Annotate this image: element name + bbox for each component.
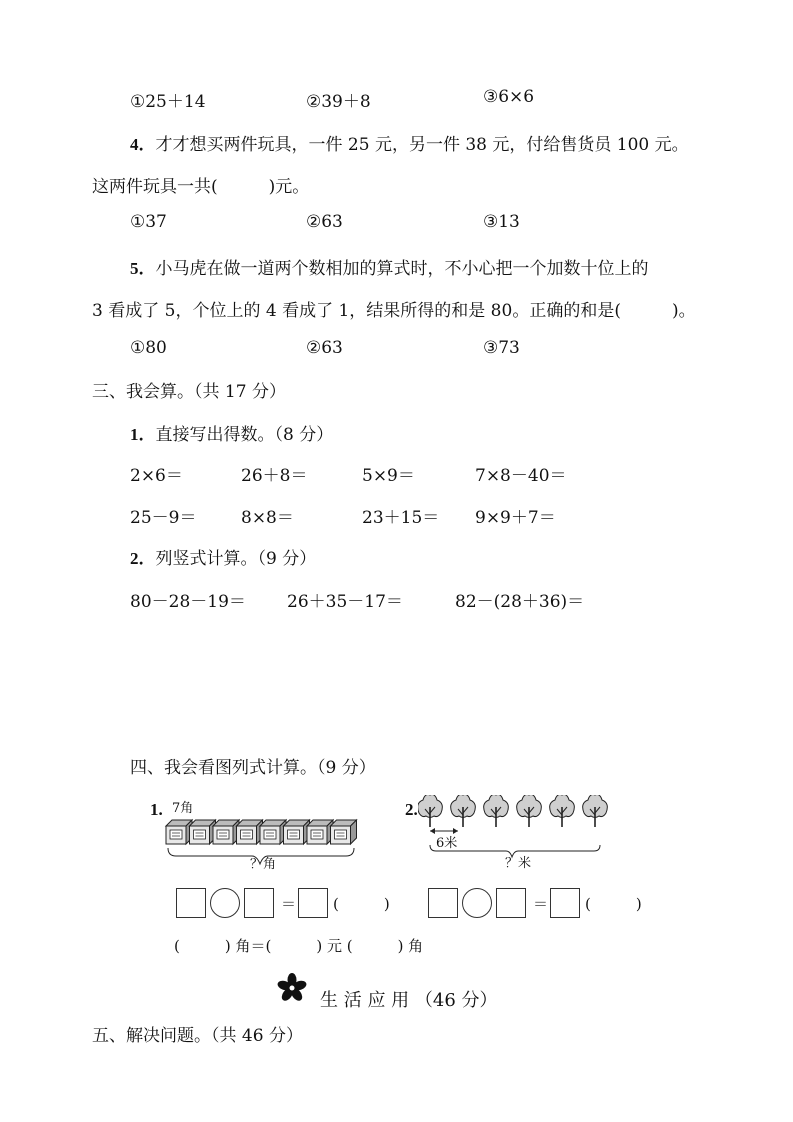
picture2-number: 2. [405, 800, 418, 819]
calc-r2-c4: 9×9＋7＝ [475, 508, 556, 528]
wallet-icon [284, 820, 310, 844]
calc-r1-c1: 2×6＝ [130, 466, 183, 486]
q4-line2: 这两件玩具一共( )元。 [92, 177, 310, 197]
q5-option-3: ③73 [483, 338, 520, 358]
q5-number: 5 [130, 259, 139, 278]
q4-number: 4 [130, 135, 139, 154]
sub2-text: 列竖式计算。（9 分） [155, 549, 317, 569]
operator-circle[interactable] [210, 888, 240, 918]
picture1-bottom-label: ？角 [250, 857, 277, 872]
wallet-icon [237, 820, 263, 844]
calc-r2-c3: 23＋15＝ [362, 508, 440, 528]
calc-r1-c3: 5×9＝ [362, 466, 415, 486]
calc-r1-c4: 7×8－40＝ [475, 466, 567, 486]
vertical-calc-1: 80－28－19＝ [130, 592, 246, 612]
answer-box[interactable] [176, 888, 206, 918]
operator-circle[interactable] [462, 888, 492, 918]
tree-icon [517, 795, 542, 827]
calc-r2-c1: 25－9＝ [130, 508, 197, 528]
wallet-icon [307, 820, 333, 844]
vertical-calc-3: 82－(28＋36)＝ [455, 592, 585, 612]
q3-option-2: ②39＋8 [306, 92, 371, 112]
picture2-gap-label: 6米 [436, 836, 458, 851]
answer-box[interactable] [496, 888, 526, 918]
section3-sub1: 1．直接写出得数。（8 分） [130, 425, 334, 445]
q4-option-2: ②63 [306, 212, 343, 232]
wallet-icon [331, 820, 357, 844]
q4-option-3: ③13 [483, 212, 520, 232]
wallet-icon [166, 820, 192, 844]
sub1-text: 直接写出得数。（8 分） [155, 425, 334, 445]
answer-box[interactable] [550, 888, 580, 918]
answer-box[interactable] [298, 888, 328, 918]
calc-r1-c2: 26＋8＝ [241, 466, 308, 486]
picture1-number: 1. [150, 800, 163, 819]
calc-r2-c2: 8×8＝ [241, 508, 294, 528]
wallet-icon [190, 820, 216, 844]
section5-title: 五、解决问题。（共 46 分） [92, 1026, 303, 1046]
sub2-number: 2 [130, 549, 139, 568]
tree-icon [583, 795, 608, 827]
answer-box[interactable] [244, 888, 274, 918]
tree-icon [418, 795, 442, 827]
conversion-line[interactable]: ( ) 角＝( ) 元 ( ) 角 [174, 937, 424, 955]
q5-option-2: ②63 [306, 338, 343, 358]
section3-sub2: 2．列竖式计算。（9 分） [130, 549, 317, 569]
section4-title: 四、我会看图列式计算。（9 分） [130, 758, 376, 778]
equals-sign: ＝ [533, 895, 549, 913]
q5-line2: 3 看成了 5，个位上的 4 看成了 1，结果所得的和是 80。正确的和是( )。 [92, 301, 696, 321]
q3-option-1: ①25＋14 [130, 92, 206, 112]
unit-blank[interactable]: ( ) [333, 895, 390, 913]
q5-option-1: ①80 [130, 338, 167, 358]
q5-text1: 小马虎在做一道两个数相加的算式时，不小心把一个加数十位上的 [155, 259, 649, 279]
q4-text1: 才才想买两件玩具，一件 25 元，另一件 38 元，付给售货员 100 元。 [155, 135, 689, 155]
equals-sign: ＝ [281, 895, 297, 913]
picture1-top-label: 7角 [172, 801, 194, 816]
q4-line1: 4．才才想买两件玩具，一件 25 元，另一件 38 元，付给售货员 100 元。 [130, 135, 689, 155]
tree-icon [484, 795, 509, 827]
wallet-icon [213, 820, 239, 844]
q5-line1: 5．小马虎在做一道两个数相加的算式时，不小心把一个加数十位上的 [130, 259, 649, 279]
q4-option-1: ①37 [130, 212, 167, 232]
q3-option-3: ③6×6 [483, 87, 535, 107]
wallet-icon [260, 820, 286, 844]
vertical-calc-2: 26＋35－17＝ [287, 592, 403, 612]
flower-icon [277, 973, 307, 1003]
picture2-bottom-label: ？米 [505, 856, 532, 871]
section3-title: 三、我会算。（共 17 分） [92, 382, 286, 402]
tree-icon [451, 795, 476, 827]
sub1-number: 1 [130, 425, 139, 444]
unit-blank[interactable]: ( ) [585, 895, 642, 913]
tree-icon [550, 795, 575, 827]
banner-text: 生 活 应 用 （46 分） [320, 990, 498, 1011]
answer-box[interactable] [428, 888, 458, 918]
